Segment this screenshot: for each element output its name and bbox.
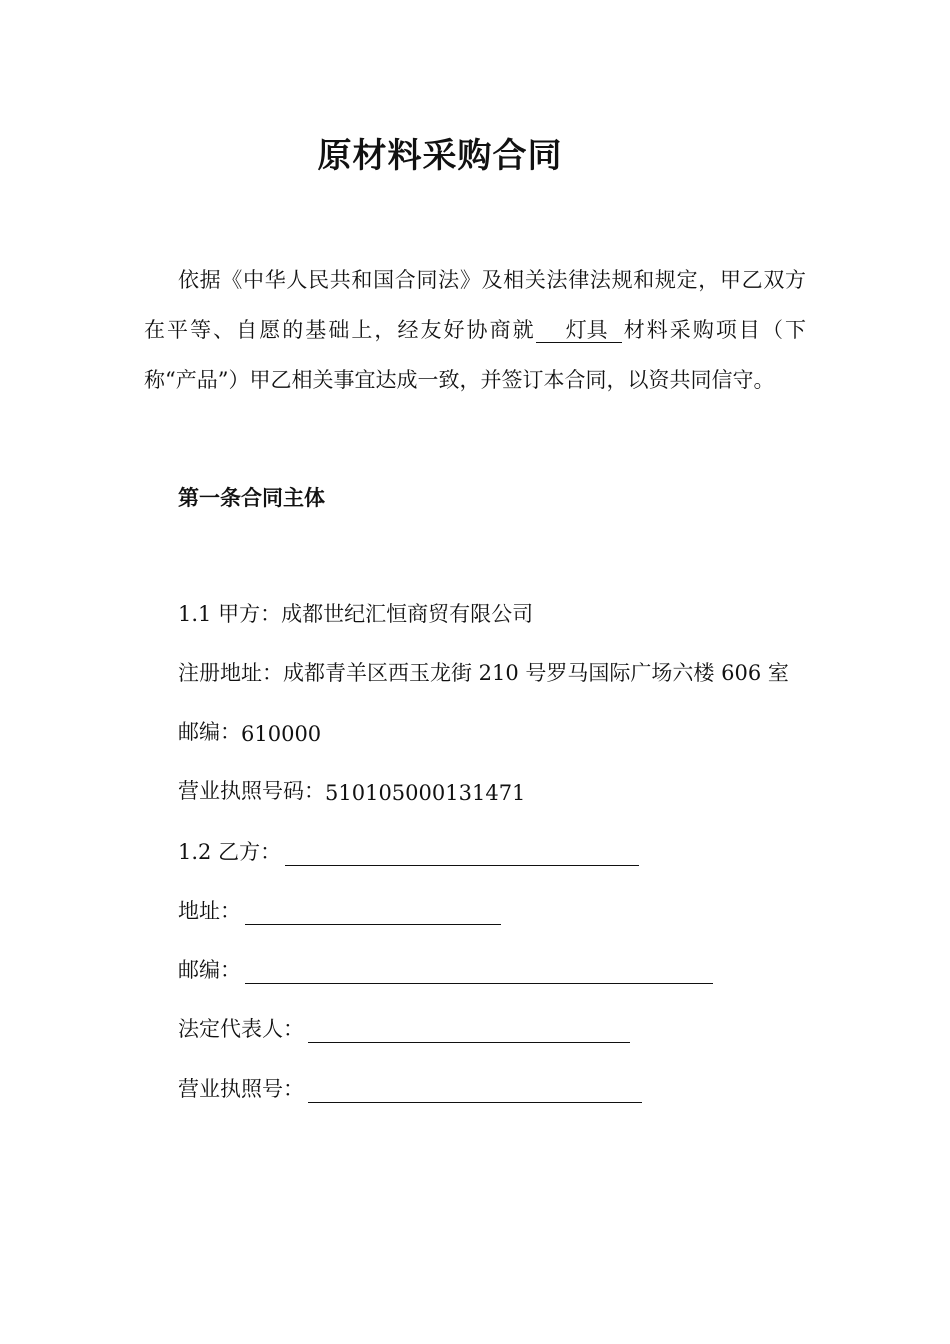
party-a-label: 1.1 甲方： (178, 602, 282, 626)
party-a-address-line (178, 657, 789, 687)
party-b-license-label: 营业执照号： (178, 1077, 304, 1101)
party-a-line (178, 598, 533, 628)
party-b-legal-rep-label: 法定代表人： (178, 1017, 304, 1041)
intro-text-after: 材料采购项目（下称“产品”）甲乙相关事宜达成一致，并签订本合同，以资共同信守。 (144, 318, 807, 392)
party-b-label: 1.2 乙方： (178, 840, 282, 864)
party-b-postcode-blank-field[interactable] (245, 961, 713, 984)
intro-paragraph (144, 255, 806, 405)
party-b-address-label: 地址： (178, 899, 241, 923)
party-a-address-value: 成都青羊区西玉龙街 210 号罗马国际广场六楼 606 室 (283, 661, 789, 685)
product-name-underlined: 灯具 (536, 318, 622, 343)
section-1-heading: 第一条合同主体 (178, 486, 325, 510)
party-b-postcode-line (178, 954, 713, 984)
party-b-license-line (178, 1073, 642, 1103)
party-a-postcode-label: 邮编： (178, 720, 241, 744)
party-a-value: 成都世纪汇恒商贸有限公司 (281, 602, 534, 626)
party-a-postcode-value: 610000 (241, 722, 322, 746)
party-a-license-label: 营业执照号码： (178, 779, 325, 803)
party-b-legal-rep-line (178, 1013, 630, 1043)
party-a-license-value: 510105000131471 (325, 781, 526, 805)
party-a-postcode-line (178, 716, 321, 746)
document-title: 原材料采购合同 (317, 136, 563, 176)
party-b-license-blank-field[interactable] (308, 1080, 642, 1103)
party-b-address-blank-field[interactable] (245, 902, 501, 925)
party-b-legal-rep-blank-field[interactable] (308, 1020, 630, 1043)
party-b-line (178, 836, 639, 866)
intro-text-before: 依据《中华人民共和国合同法》及相关法律法规和规定，甲乙双方在平等、自愿的基础上，经友好协商就 (144, 268, 806, 342)
party-b-postcode-label: 邮编： (178, 958, 241, 982)
party-b-address-line (178, 895, 501, 925)
party-b-blank-field[interactable] (285, 843, 639, 866)
party-a-license-line (178, 775, 525, 805)
party-a-address-label: 注册地址： (178, 661, 283, 685)
